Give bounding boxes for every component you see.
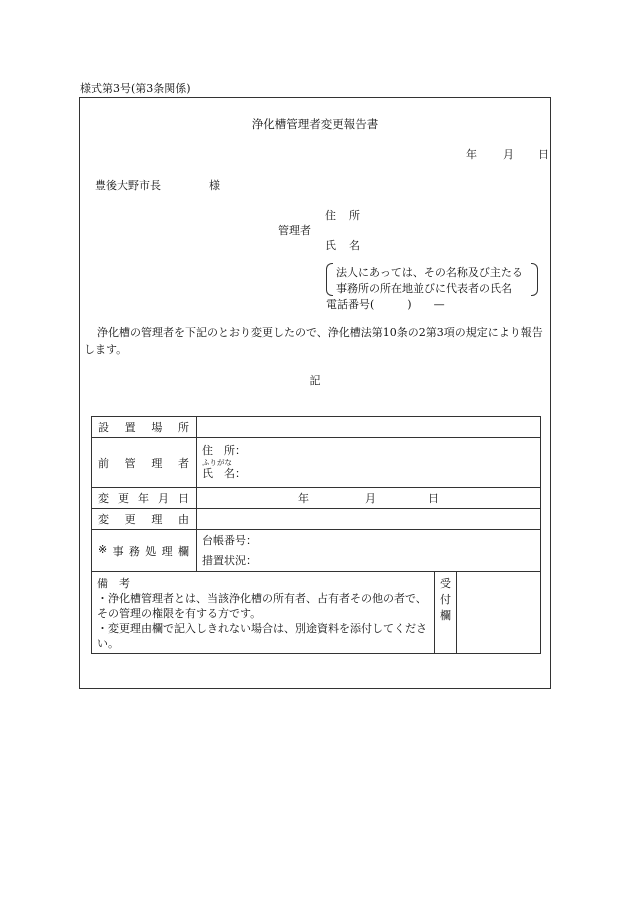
change-date-field[interactable] [197, 488, 541, 509]
label-char: 前 [98, 456, 109, 470]
row-change-reason [92, 509, 541, 530]
reception-char: 受 [440, 577, 451, 590]
label-char: 理 [161, 544, 173, 558]
office-use-field [197, 530, 541, 572]
corporate-note [326, 263, 538, 296]
bracket-right [531, 263, 538, 296]
label-char: 処 [145, 544, 157, 558]
phone-number-line: 電話番号( ) — [326, 298, 445, 311]
row-installation-location [92, 417, 541, 438]
label-installation-location [92, 417, 197, 438]
bracket-left [326, 263, 333, 296]
ki-heading: 記 [309, 374, 321, 387]
addressee-name: 豊後大野市長 [95, 179, 161, 192]
label-char: 日 [178, 492, 189, 505]
label-char: 事 [112, 544, 124, 558]
date-month: 月 [503, 148, 514, 161]
reception-char: 付 [440, 593, 451, 606]
label-char: 理 [151, 513, 163, 526]
reception-char: 欄 [440, 609, 451, 622]
date-year: 年 [466, 148, 477, 161]
corporate-note-line2: 事務所の所在地並びに代表者の氏名 [336, 282, 512, 295]
ledger-number-label: 台帳番号： [202, 533, 257, 547]
label-char: 月 [158, 492, 169, 505]
remarks-line2: ・変更理由欄で記入しきれない場合は、別途資料を添付してください。 [97, 622, 427, 650]
furigana-label: ふりがな [202, 458, 232, 467]
row-previous-manager [92, 438, 541, 488]
row-remarks [92, 572, 541, 654]
label-char: 年 [138, 492, 149, 505]
label-office-use [92, 530, 197, 572]
reception-label [435, 572, 457, 654]
label-char: 設 [98, 421, 109, 434]
previous-manager-name-label: 氏 名： [202, 467, 246, 480]
form-number: 様式第3号(第3条関係) [80, 82, 191, 95]
label-char: ※ [98, 542, 108, 556]
change-date-year: 年 [298, 492, 309, 505]
label-char: 管 [124, 456, 136, 470]
label-char: 更 [124, 513, 136, 526]
addressee-honorific: 様 [209, 179, 220, 192]
change-date-month: 月 [365, 492, 376, 505]
label-change-date [92, 488, 197, 509]
corporate-note-line1: 法人にあっては、その名称及び主たる [336, 266, 523, 279]
addressee [95, 177, 220, 193]
remarks-heading: 備 考 [97, 577, 130, 590]
change-reason-field[interactable] [197, 509, 541, 530]
manager-label: 管理者 [278, 224, 311, 237]
label-char: 者 [177, 456, 189, 470]
label-char: 欄 [177, 544, 189, 558]
row-office-use [92, 530, 541, 572]
label-char: 置 [124, 421, 136, 434]
row-change-date [92, 488, 541, 509]
previous-manager-field[interactable] [197, 438, 541, 488]
label-char: 由 [177, 513, 189, 526]
change-date-day: 日 [428, 492, 439, 505]
label-char: 場 [151, 421, 163, 434]
label-char: 務 [128, 544, 140, 558]
label-change-reason [92, 509, 197, 530]
action-status-label: 措置状況： [202, 553, 257, 567]
detail-table [91, 416, 541, 654]
label-previous-manager [92, 438, 197, 488]
label-char: 更 [118, 492, 129, 505]
installation-location-field[interactable] [197, 417, 541, 438]
remarks-line1: ・浄化槽管理者とは、当該浄化槽の所有者、占有者その他の者で、その管理の権限を有する方です。 [97, 592, 427, 620]
label-char: 所 [177, 421, 189, 434]
previous-manager-address-label: 住 所： [202, 444, 246, 457]
manager-address-label: 住 所 [325, 209, 361, 222]
label-char: 理 [151, 456, 163, 470]
submission-date [466, 146, 549, 162]
date-day: 日 [538, 148, 549, 161]
document-title: 浄化槽管理者変更報告書 [251, 117, 379, 131]
label-char: 変 [98, 492, 109, 505]
label-char: 変 [98, 513, 109, 526]
remarks-cell [92, 572, 435, 654]
manager-name-label: 氏 名 [325, 239, 361, 252]
reception-stamp-field [457, 572, 541, 654]
report-body-text: 浄化槽の管理者を下記のとおり変更したので、浄化槽法第10条の2第3項の規定により報告します。 [84, 326, 543, 356]
